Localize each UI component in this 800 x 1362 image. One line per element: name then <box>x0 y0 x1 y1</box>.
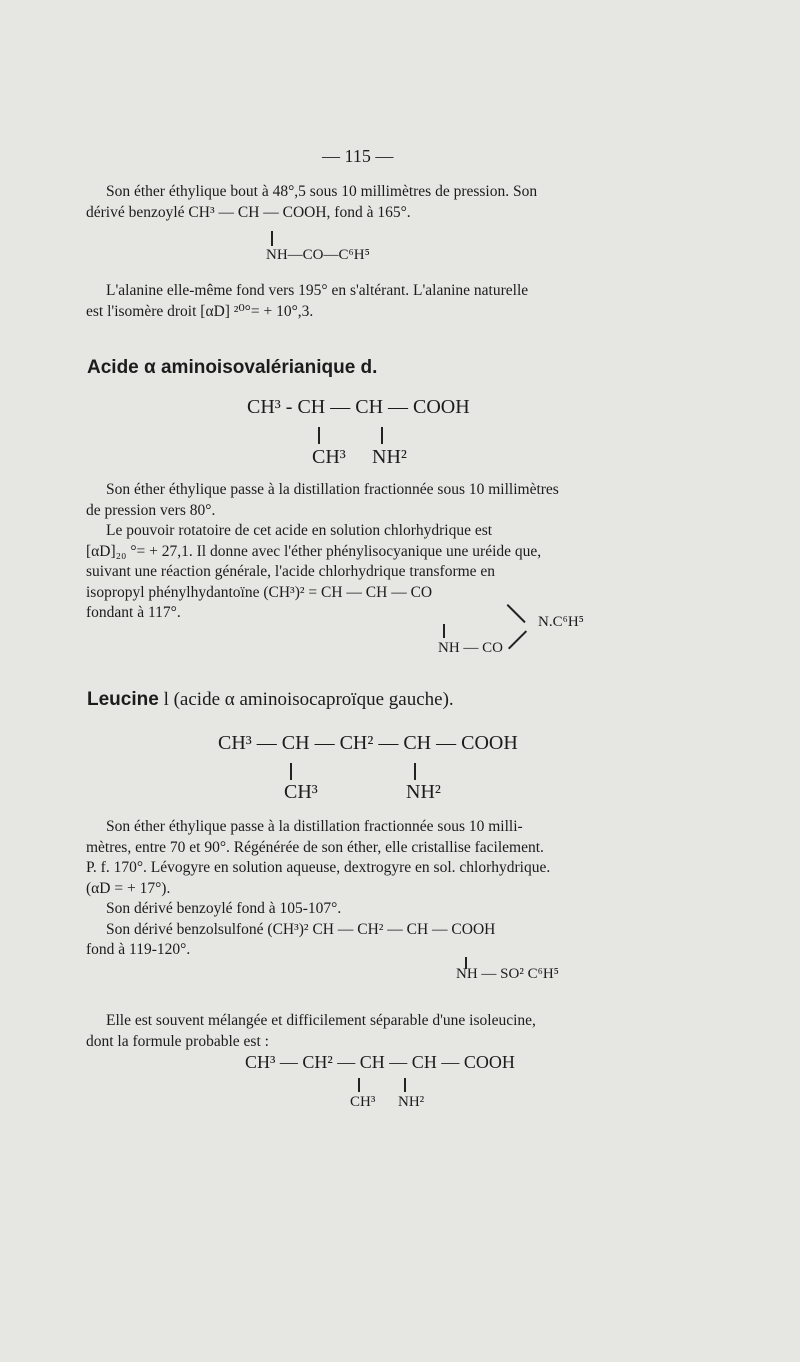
leucine-amino-substituent: NH² <box>406 781 441 803</box>
isoleucine-methyl-substituent: CH³ <box>350 1094 376 1110</box>
valine-amino-substituent: NH² <box>372 446 407 468</box>
hydantoin-ring-bottom: NH — CO <box>438 640 504 656</box>
benzoyl-substituent: NH—CO—C⁶H⁵ <box>266 247 370 263</box>
text-line: (αD = + 17°). <box>86 879 171 897</box>
valine-paragraph <box>86 480 559 624</box>
leucine-heading <box>87 689 454 711</box>
text-line: Le pouvoir rotatoire de cet acide en solution chlorhydrique est <box>106 522 493 539</box>
alanine-melting-paragraph <box>86 280 529 322</box>
text-line: mètres, entre 70 et 90°. Régénérée de son éther, elle cristallise facilement. <box>86 838 544 856</box>
leucine-formula: CH³ — CH — CH² — CH — COOH <box>218 732 518 754</box>
page-number: — 115 — <box>322 146 394 166</box>
isoleucine-intro-paragraph <box>86 1010 536 1052</box>
text-line: [αD]₂₀ °= + 27,1. Il donne avec l'éther phénylisocyanique une uréide que, <box>86 542 542 560</box>
text-line: fondant à 117°. <box>86 604 181 621</box>
isoleucine-formula: CH³ — CH² — CH — CH — COOH <box>245 1052 515 1072</box>
bond-line <box>508 630 527 649</box>
bond-line <box>404 1078 406 1092</box>
isoleucine-amino-substituent: NH² <box>398 1094 425 1110</box>
valine-formula: CH³ - CH — CH — COOH <box>247 396 470 418</box>
text-line: L'alanine elle-même fond vers 195° en s'altérant. L'alanine naturelle <box>106 282 529 299</box>
alanine-ether-paragraph <box>86 181 538 223</box>
text-line: Elle est souvent mélangée et difficilement séparable d'une isoleucine, <box>106 1012 536 1029</box>
bond-line <box>381 427 383 444</box>
leucine-methyl-substituent: CH³ <box>284 781 318 803</box>
benzolsulfone-substituent: NH — SO² C⁶H⁵ <box>456 966 559 982</box>
text-line: dont la formule probable est : <box>86 1033 269 1050</box>
text-line: dérivé benzoylé CH³ — CH — COOH, fond à 165°. <box>86 204 411 221</box>
bond-line <box>271 231 273 246</box>
text-line: fond à 119-120°. <box>86 941 191 958</box>
text-line: isopropyl phénylhydantoïne (CH³)² = CH — CH — CO <box>86 583 433 601</box>
bond-line <box>358 1078 360 1092</box>
text-line: est l'isomère droit [αD] ²⁰°= + 10°,3. <box>86 303 314 320</box>
hydantoin-phenyl-group: N.C⁶H⁵ <box>538 614 584 630</box>
text-line: suivant une réaction générale, l'acide chlorhydrique transforme en <box>86 563 496 580</box>
text-line: de pression vers 80°. <box>86 501 216 519</box>
leucine-paragraph <box>86 817 551 961</box>
bond-line <box>318 427 320 444</box>
bond-line <box>443 624 445 638</box>
valine-heading: Acide α aminoisovalérianique d. <box>87 357 378 378</box>
text-line: Son dérivé benzolsulfoné (CH³)² CH — CH² — CH — COOH <box>106 920 496 938</box>
bond-line <box>414 763 416 780</box>
text-line: Son éther éthylique bout à 48°,5 sous 10 millimètres de pression. Son <box>106 183 538 200</box>
text-line: Son dérivé benzoylé fond à 105-107°. <box>106 900 342 917</box>
leucine-heading-name: Leucine <box>87 689 159 710</box>
valine-methyl-substituent: CH³ <box>312 446 346 468</box>
bond-line <box>290 763 292 780</box>
leucine-heading-description: l (acide α aminoisocaproïque gauche). <box>158 689 454 710</box>
text-line: Son éther éthylique passe à la distillation fractionnée sous 10 millimètres <box>106 481 559 498</box>
text-line: P. f. 170°. Lévogyre en solution aqueuse, dextrogyre en sol. chlorhydrique. <box>86 859 551 876</box>
text-line: Son éther éthylique passe à la distillation fractionnée sous 10 milli- <box>106 818 523 835</box>
